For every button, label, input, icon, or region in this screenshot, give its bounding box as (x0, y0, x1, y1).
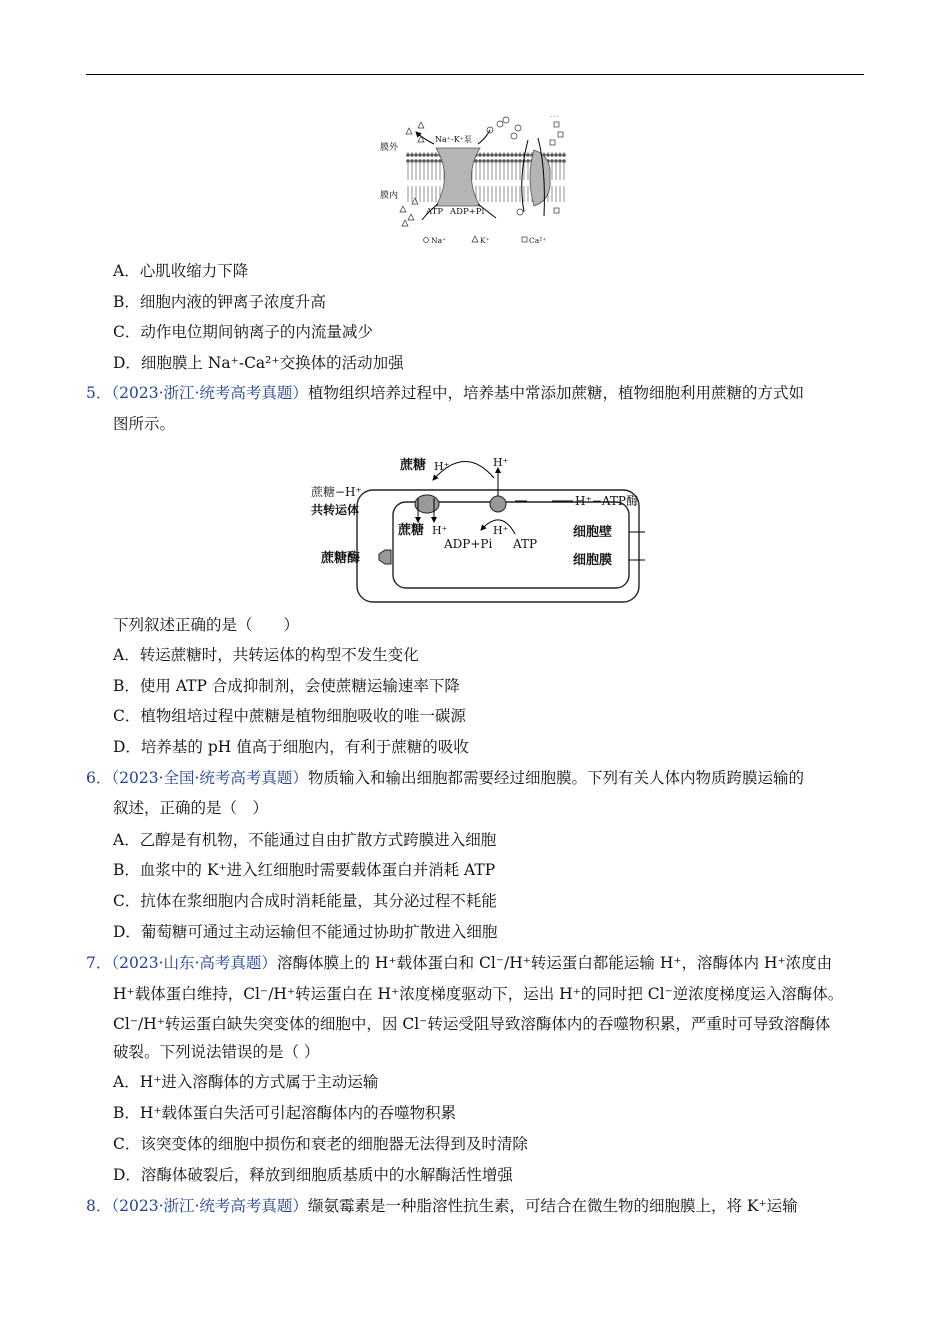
header-rule (86, 74, 864, 75)
q7-option-d: D．溶酶体破裂后，释放到细胞质基质中的水解酶活性增强 (113, 1166, 513, 1184)
q8-stem-text: 缬氨霉素是一种脂溶性抗生素，可结合在微生物的细胞膜上，将 K⁺运输 (307, 1197, 798, 1215)
legend-na: Na⁺ (431, 236, 446, 245)
legend-ca: Ca²⁺ (529, 236, 547, 245)
q8-number: 8． (86, 1197, 112, 1215)
atpase-protein (490, 496, 506, 512)
adp-label: ADP+Pi (450, 207, 485, 217)
q4-option-c: C．动作电位期间钠离子的内流量减少 (113, 323, 373, 341)
sucrose-top-label: 蔗糖 (400, 458, 427, 473)
q6-option-a: A．乙醇是有机物，不能通过自由扩散方式跨膜进入细胞 (113, 831, 497, 849)
h-top-label-2: H⁺ (493, 456, 509, 469)
q7-stem-line2: H⁺载体蛋白维持，Cl⁻/H⁺转运蛋白在 H⁺浓度梯度驱动下，运出 H⁺的同时把 Cl⁻逆浓度梯度运入溶酶体。 (113, 985, 844, 1003)
cotransporter-protein (415, 495, 439, 513)
q4-option-a: A．心肌收缩力下降 (113, 262, 249, 280)
q7-source: （2023·山东·高考真题） (111, 954, 277, 972)
q6-source: （2023·全国·统考高考真题） (111, 769, 308, 787)
q8-stem (86, 1195, 798, 1217)
cotransporter-label-1: 蔗糖−H⁺ (311, 485, 362, 499)
q5-number: 5． (86, 384, 112, 402)
label-inside: 膜内 (380, 191, 399, 201)
q5-option-c: C．植物组培过程中蔗糖是植物细胞吸收的唯一碳源 (113, 707, 466, 725)
q4-option-b: B．细胞内液的钾离子浓度升高 (113, 293, 326, 311)
adp-pi-label: ADP+Pi (444, 537, 493, 551)
cell-wall-label: 细胞壁 (573, 525, 613, 540)
membrane-pump-figure (378, 108, 573, 253)
q7-option-a: A．H⁺进入溶酶体的方式属于主动运输 (113, 1073, 379, 1091)
corner-mark: - - - (550, 114, 559, 120)
q7-stem-line3: Cl⁻/H⁺转运蛋白缺失突变体的细胞中，因 Cl⁻转运受阻导致溶酶体内的吞噬物积累，严重时可导致溶酶体 (113, 1015, 831, 1033)
q6-stem (86, 767, 804, 789)
legend-k: K⁺ (480, 236, 490, 245)
q5-question: 下列叙述正确的是（ ） (113, 616, 300, 634)
sucrose-in-label: 蔗糖 (398, 523, 425, 538)
q6-number: 6． (86, 769, 112, 787)
cell-membrane-label: 细胞膜 (573, 553, 613, 568)
cotransporter-label-2: 共转运体 (311, 503, 360, 517)
h-in-label-2: H⁺ (493, 524, 509, 537)
q6-stem-text: 物质输入和输出细胞都需要经过细胞膜。下列有关人体内物质跨膜运输的 (307, 769, 804, 787)
h-top-label-1: H⁺ (434, 460, 450, 473)
q5-option-b: B．使用 ATP 合成抑制剂，会使蔗糖运输速率下降 (113, 677, 460, 695)
q5-stem (86, 382, 804, 404)
q6-option-c: C．抗体在浆细胞内合成时消耗能量，其分泌过程不耗能 (113, 892, 497, 910)
sucrase-protein (379, 550, 391, 564)
q7-number: 7． (86, 954, 112, 972)
q7-stem-line4: 破裂。下列说法错误的是（ ） (113, 1043, 320, 1061)
atp-label: ATP (513, 537, 538, 551)
atpase-label: H⁺−ATP酶 (575, 494, 638, 508)
q7-stem-text: 溶酶体膜上的 H⁺载体蛋白和 Cl⁻/H⁺转运蛋白都能运输 H⁺，溶酶体内 H⁺浓度由 (276, 954, 833, 972)
atp-label: ATP (426, 207, 444, 217)
pump-label: Na⁺-K⁺泵 (435, 135, 472, 144)
q6-option-d: D．葡萄糖可通过主动运输但不能通过协助扩散进入细胞 (113, 923, 498, 941)
sucrase-label: 蔗糖酶 (321, 551, 361, 566)
q4-option-d: D．细胞膜上 Na⁺-Ca²⁺交换体的活动加强 (113, 354, 404, 372)
q5-source: （2023·浙江·统考高考真题） (111, 384, 308, 402)
q7-option-b: B．H⁺载体蛋白失活可引起溶酶体内的吞噬物积累 (113, 1104, 457, 1122)
q8-source: （2023·浙江·统考高考真题） (111, 1197, 308, 1215)
label-outside: 膜外 (380, 143, 399, 153)
q6-option-b: B．血浆中的 K⁺进入红细胞时需要载体蛋白并消耗 ATP (113, 861, 496, 879)
q7-option-c: C．该突变体的细胞中损伤和衰老的细胞器无法得到及时清除 (113, 1135, 528, 1153)
q5-option-a: A．转运蔗糖时，共转运体的构型不发生变化 (113, 646, 419, 664)
h-in-label-1: H⁺ (432, 524, 448, 537)
cell-membrane (393, 502, 629, 588)
q5-stem-line2: 图所示。 (113, 415, 176, 433)
q5-stem-text: 植物组织培养过程中，培养基中常添加蔗糖，植物细胞利用蔗糖的方式如 (307, 384, 804, 402)
sucrose-transport-figure (305, 450, 650, 605)
q7-stem (86, 952, 832, 974)
q5-option-d: D．培养基的 pH 值高于细胞内，有利于蔗糖的吸收 (113, 738, 469, 756)
q6-stem-line2: 叙述，正确的是（ ） (113, 799, 269, 817)
